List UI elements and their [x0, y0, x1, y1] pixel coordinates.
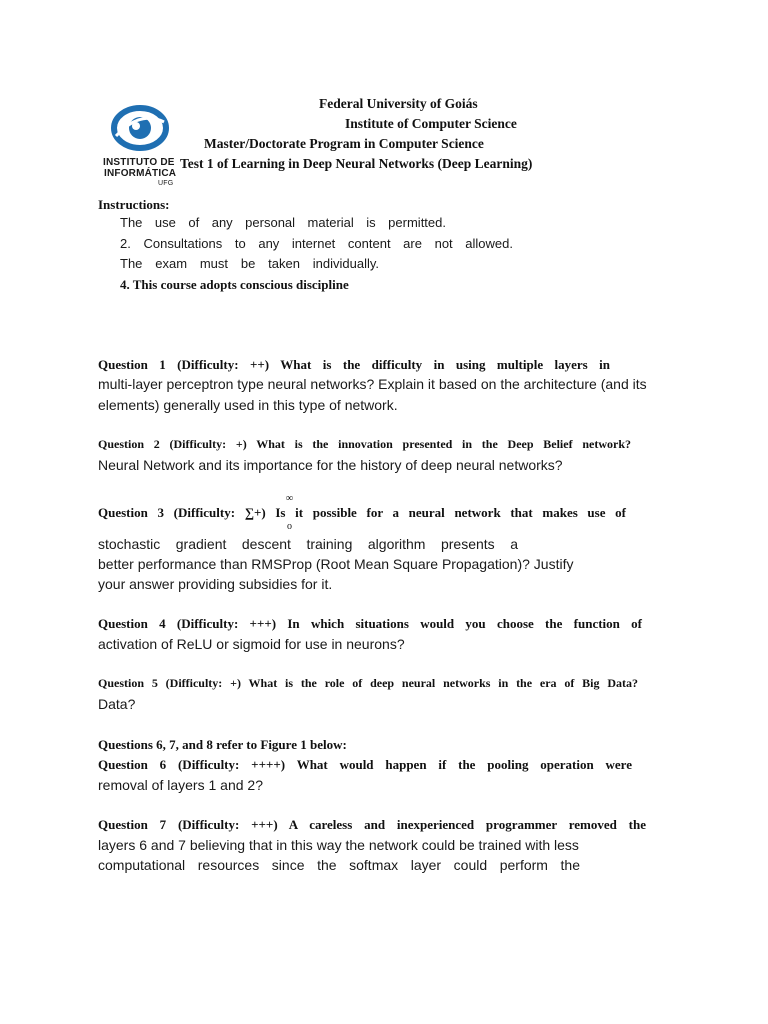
question-5-heading: Question 5 (Difficulty: +) What is the role of deep neural networks in the era of Big Data? — [98, 676, 638, 690]
question-7-heading: Question 7 (Difficulty: +++) A careless and inexperienced programmer removed the — [98, 817, 646, 832]
question-3-heading: Question 3 (Difficulty: ∑+) Is it possible for a neural network that makes use of — [98, 505, 626, 520]
question-4-body-line1: activation of ReLU or sigmoid for use in neurons? — [98, 636, 405, 652]
question-7-body-line1: layers 6 and 7 believing that in this way the network could be trained with less — [98, 837, 579, 853]
question-1-body-line1: multi-layer perceptron type neural networks? Explain it based on the architecture (and its — [98, 376, 647, 392]
question-1-body-line2: elements) generally used in this type of network. — [98, 397, 398, 413]
question-2-body-line1: Neural Network and its importance for the history of deep neural networks? — [98, 457, 563, 473]
logo-text-line2: INFORMÁTICA — [104, 168, 177, 179]
logo-text-line3: UFG — [158, 180, 174, 187]
instruction-item-3: The exam must be taken individually. — [120, 256, 379, 271]
test-title: Test 1 of Learning in Deep Neural Networks (Deep Learning) — [180, 156, 533, 171]
institute-name: Institute of Computer Science — [345, 116, 517, 131]
question-6-heading: Question 6 (Difficulty: ++++) What would happen if the pooling operation were — [98, 757, 632, 772]
question-3-superscript: ∞ — [286, 493, 294, 504]
question-4-heading: Question 4 (Difficulty: +++) In which situations would you choose the function of — [98, 616, 642, 631]
instruction-item-1: The use of any personal material is permitted. — [120, 215, 446, 230]
question-5-body-line1: Data? — [98, 696, 136, 712]
university-name: Federal University of Goiás — [319, 96, 478, 111]
question-3-body-line2: better performance than RMSProp (Root Mean Square Propagation)? Justify — [98, 556, 574, 572]
question-3-subscript: o — [287, 521, 292, 532]
instruction-item-2: 2. Consultations to any internet content are not allowed. — [120, 236, 513, 251]
question-7-body-line2: computational resources since the softmax layer could perform the — [98, 857, 580, 873]
program-name: Master/Doctorate Program in Computer Science — [204, 136, 484, 151]
logo-text-line1: INSTITUTO DE — [103, 157, 175, 168]
instruction-item-4: 4. This course adopts conscious discipline — [120, 277, 349, 292]
question-3-body-line1: stochastic gradient descent training algorithm presents a — [98, 536, 518, 552]
figure-reference: Questions 6, 7, and 8 refer to Figure 1 below: — [98, 737, 347, 752]
question-2-heading: Question 2 (Difficulty: +) What is the innovation presented in the Deep Belief network? — [98, 437, 631, 451]
instructions-heading: Instructions: — [98, 197, 170, 212]
question-1-heading: Question 1 (Difficulty: ++) What is the difficulty in using multiple layers in — [98, 357, 610, 372]
question-6-body-line1: removal of layers 1 and 2? — [98, 777, 263, 793]
question-3-body-line3: your answer providing subsidies for it. — [98, 576, 333, 592]
eye-logo-icon — [102, 100, 180, 158]
